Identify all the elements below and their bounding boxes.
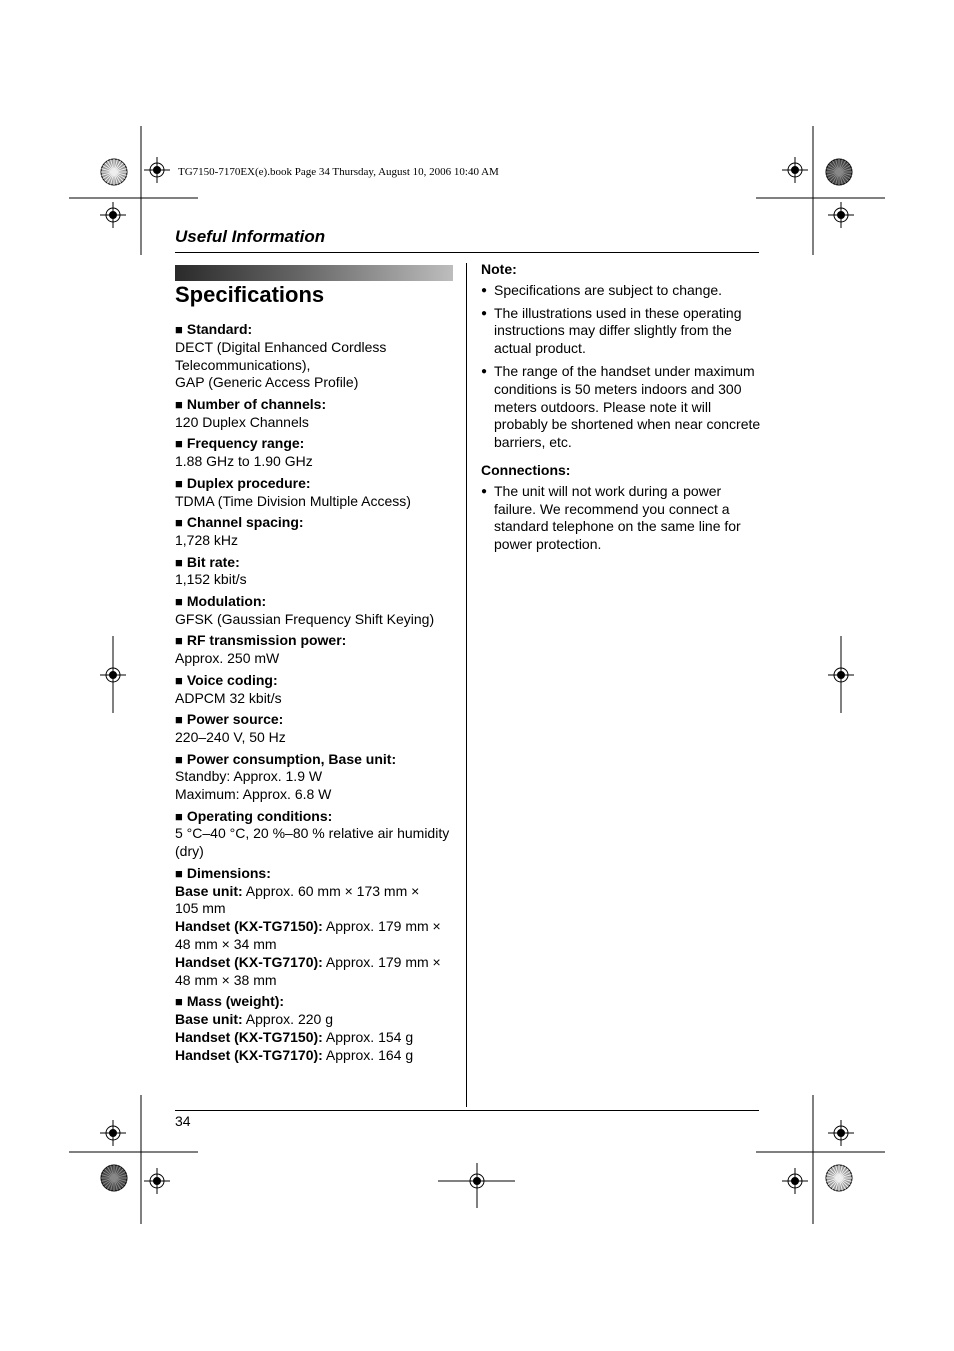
spec-value: Approx. 250 mW xyxy=(175,650,280,667)
mass-hs1-line xyxy=(175,1029,457,1047)
spec-value: Maximum: Approx. 6.8 W xyxy=(175,786,332,803)
color-starburst xyxy=(826,1165,852,1191)
spec-value: Standby: Approx. 1.9 W xyxy=(175,768,323,785)
mass-hs2-line xyxy=(175,1047,457,1065)
mass-hs1-label: Handset (KX-TG7150): xyxy=(175,1028,323,1045)
spec-entry xyxy=(175,554,457,590)
mass-hs1-value: Approx. 154 g xyxy=(322,1028,414,1045)
color-starburst xyxy=(826,159,852,185)
bullet-item: ● The unit will not work during a power failure. We recommend you connect a standard telephone on the same line for power protection. xyxy=(481,483,761,554)
spec-value: TDMA (Time Division Multiple Access) xyxy=(175,492,411,509)
mass-hs2-label: Handset (KX-TG7170): xyxy=(175,1046,323,1063)
color-starburst xyxy=(101,159,127,185)
spec-entry xyxy=(175,514,457,550)
specs-column xyxy=(175,321,457,1068)
dim-base-line xyxy=(175,883,457,901)
spec-label: ■ Dimensions: xyxy=(175,865,457,883)
spec-entry xyxy=(175,711,457,747)
spec-mass xyxy=(175,993,457,1064)
spec-label: ■ Channel spacing: xyxy=(175,514,457,532)
spec-value: 1.88 GHz to 1.90 GHz xyxy=(175,453,313,470)
bullet-item: ● The illustrations used in these operating instructions may differ slightly from the actual product. xyxy=(481,305,761,358)
spec-value: 220–240 V, 50 Hz xyxy=(175,728,286,745)
spec-value: GFSK (Gaussian Frequency Shift Keying) xyxy=(175,610,435,627)
dim-base-value: Approx. 60 mm × 173 mm × xyxy=(242,882,420,899)
bullet-item: ● Specifications are subject to change. xyxy=(481,282,761,300)
spec-entry xyxy=(175,435,457,471)
color-starburst xyxy=(101,1165,127,1191)
spec-entry xyxy=(175,808,457,861)
dim-hs1-label: Handset (KX-TG7150): xyxy=(175,918,323,935)
column-divider xyxy=(466,263,467,1107)
spec-entry xyxy=(175,396,457,432)
connections-list xyxy=(481,483,761,554)
spec-value: 5 °C–40 °C, 20 %–80 % relative air humidity xyxy=(175,825,450,842)
dim-base-line-2: 105 mm xyxy=(175,900,226,917)
header-rule xyxy=(175,252,759,253)
spec-label: ■ Number of channels: xyxy=(175,396,457,414)
spec-value: 1,728 kHz xyxy=(175,531,239,548)
spec-list xyxy=(175,321,457,861)
dim-hs1-line-2: 48 mm × 34 mm xyxy=(175,936,277,953)
page-title: Specifications xyxy=(175,282,325,307)
footer-rule xyxy=(175,1110,759,1111)
dim-hs2-line-2: 48 mm × 38 mm xyxy=(175,971,277,988)
spec-entry xyxy=(175,321,457,392)
spec-label: ■ Duplex procedure: xyxy=(175,475,457,493)
spec-value: ADPCM 32 kbit/s xyxy=(175,689,282,706)
spec-label: ■ Modulation: xyxy=(175,593,457,611)
spec-value: GAP (Generic Access Profile) xyxy=(175,374,359,391)
note-heading: Note: xyxy=(481,261,517,277)
page-number: 34 xyxy=(175,1113,191,1129)
bullet-item: ● The range of the handset under maximum conditions is 50 meters indoors and 300 meters outdoors. Please note it will probably be shortened when near concrete barriers, etc. xyxy=(481,363,761,452)
spec-label: ■ Operating conditions: xyxy=(175,808,457,826)
spec-value: 1,152 kbit/s xyxy=(175,571,247,588)
spec-label: ■ Frequency range: xyxy=(175,435,457,453)
print-slug: TG7150-7170EX(e).book Page 34 Thursday, August 10, 2006 10:40 AM xyxy=(178,166,499,178)
spec-value: 120 Duplex Channels xyxy=(175,413,309,430)
dim-hs2-line xyxy=(175,954,457,972)
spec-entry xyxy=(175,751,457,804)
mass-hs2-value: Approx. 164 g xyxy=(322,1046,414,1063)
spec-value: DECT (Digital Enhanced Cordless xyxy=(175,338,387,355)
spec-entry xyxy=(175,632,457,668)
spec-label: ■ Power consumption, Base unit: xyxy=(175,751,457,769)
dim-hs1-line xyxy=(175,918,457,936)
section-heading: Useful Information xyxy=(175,227,326,246)
mass-base-line xyxy=(175,1011,457,1029)
notes-column xyxy=(481,261,761,559)
spec-label: ■ RF transmission power: xyxy=(175,632,457,650)
dim-hs2-label: Handset (KX-TG7170): xyxy=(175,953,323,970)
spec-entry xyxy=(175,593,457,629)
connections-heading: Connections: xyxy=(481,461,571,478)
note-list xyxy=(481,282,761,452)
spec-value: Telecommunications), xyxy=(175,356,311,373)
dim-hs2-value: Approx. 179 mm × xyxy=(322,953,441,970)
mass-base-label: Base unit: xyxy=(175,1011,243,1028)
spec-label: ■ Bit rate: xyxy=(175,554,457,572)
spec-dimensions xyxy=(175,865,457,990)
spec-label: ■ Standard: xyxy=(175,321,457,339)
spec-label: ■ Voice coding: xyxy=(175,672,457,690)
spec-entry xyxy=(175,475,457,511)
spec-label: ■ Power source: xyxy=(175,711,457,729)
title-gradient-bar xyxy=(175,265,453,281)
mass-base-value: Approx. 220 g xyxy=(242,1011,333,1028)
spec-entry xyxy=(175,672,457,708)
dim-hs1-value: Approx. 179 mm × xyxy=(322,918,441,935)
spec-label: ■ Mass (weight): xyxy=(175,993,457,1011)
spec-value: (dry) xyxy=(175,843,204,860)
dim-base-label: Base unit: xyxy=(175,882,243,899)
